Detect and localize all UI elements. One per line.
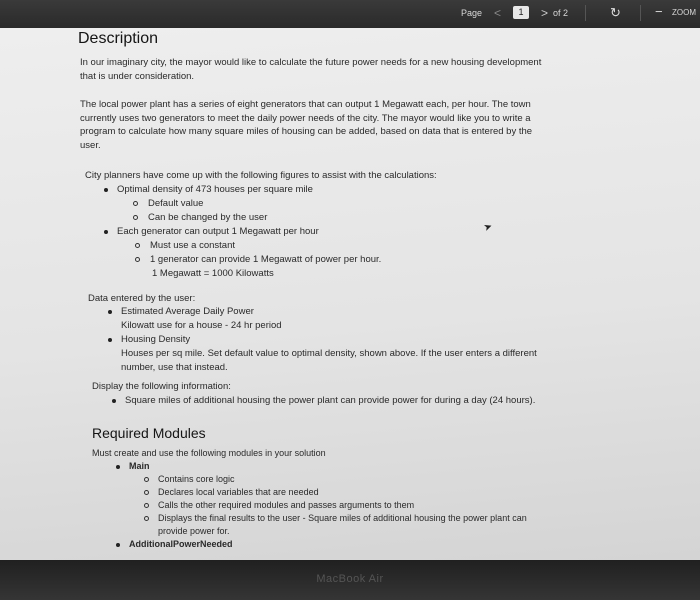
list-item: Can be changed by the user [100,211,381,225]
data-heading: Data entered by the user: [88,293,196,304]
list-item: Displays the final results to the user - Square miles of additional housing the power plant can [112,512,527,525]
brand-label: MacBook Air [316,573,384,585]
zoom-label[interactable]: ZOOM [672,8,696,17]
data-list [104,305,537,375]
toolbar-divider [585,5,586,21]
display-list [108,394,535,408]
bullet-icon [112,399,116,403]
circle-bullet-icon [133,201,138,206]
paragraph-line: program to calculate how many square miles of housing can be added, based on data that is entered by the [80,126,533,137]
list-item: Calls the other required modules and passes arguments to them [112,499,527,512]
circle-bullet-icon [133,215,138,220]
paragraph-line: currently uses two generators to meet the daily power needs of the city. The mayor would like you to write a [80,112,531,124]
circle-bullet-icon [144,516,149,521]
list-item-note: provide power for. [158,526,230,536]
page-count-label: of 2 [553,8,569,18]
circle-bullet-icon [144,503,149,508]
list-item-note: Kilowatt use for a house - 24 hr period [121,320,282,331]
modules-list [112,460,527,551]
bullet-icon [116,465,120,469]
page-label: Page [461,8,483,18]
list-item: AdditionalPowerNeeded [112,538,527,551]
planners-list [100,183,381,281]
list-item: Declares local variables that are needed [112,486,527,499]
list-item: Square miles of additional housing the power plant can provide power for during a day (24 hours). [108,394,535,408]
list-item: Estimated Average Daily Power [104,305,537,319]
laptop-bezel [0,560,700,600]
bullet-icon [104,188,108,192]
paragraph-line: that is under consideration. [80,70,195,82]
mouse-pointer-icon: ➤ [482,220,495,235]
minus-icon[interactable]: − [655,4,663,19]
circle-bullet-icon [135,257,140,262]
list-item: Default value [100,197,381,211]
list-item: 1 generator can provide 1 Megawatt of power per hour. [100,253,381,267]
required-modules-heading: Required Modules [92,425,206,441]
description-heading: Description [78,30,159,47]
refresh-icon[interactable]: ↻ [610,5,621,20]
bullet-icon [116,543,120,547]
bullet-icon [108,310,112,314]
paragraph-line: user. [80,139,101,151]
list-item: Each generator can output 1 Megawatt per hour [100,225,381,239]
bullet-icon [108,338,112,342]
circle-bullet-icon [135,243,140,248]
list-item: Main [112,460,527,473]
display-heading: Display the following information: [92,381,231,392]
paragraph-line: In our imaginary city, the mayor would like to calculate the future power needs for a new housing development [80,57,542,68]
list-item-note: 1 Megawatt = 1000 Kilowatts [152,268,274,279]
list-item-note: Houses per sq mile. Set default value to optimal density, shown above. If the user enters a different [121,348,537,359]
chevron-right-icon[interactable]: > [541,6,549,20]
list-item: Must use a constant [100,239,381,253]
page-number-input[interactable]: 1 [513,6,529,19]
required-intro: Must create and use the following modules in your solution [92,448,326,458]
list-item: Contains core logic [112,473,527,486]
document-page [0,28,700,560]
toolbar-divider [640,5,641,21]
planners-heading: City planners have come up with the following figures to assist with the calculations: [85,170,437,181]
list-item: Optimal density of 473 houses per square mile [100,183,381,197]
list-item-note: number, use that instead. [121,362,228,373]
viewer-toolbar [0,0,700,29]
circle-bullet-icon [144,490,149,495]
intro-paragraph [80,56,541,83]
bullet-icon [104,230,108,234]
circle-bullet-icon [144,477,149,482]
list-item: Housing Density [104,333,537,347]
paragraph-line: The local power plant has a series of eight generators that can output 1 Megawatt each, per hour. The town [80,99,531,110]
power-paragraph [80,98,532,152]
chevron-left-icon[interactable]: < [494,6,502,20]
